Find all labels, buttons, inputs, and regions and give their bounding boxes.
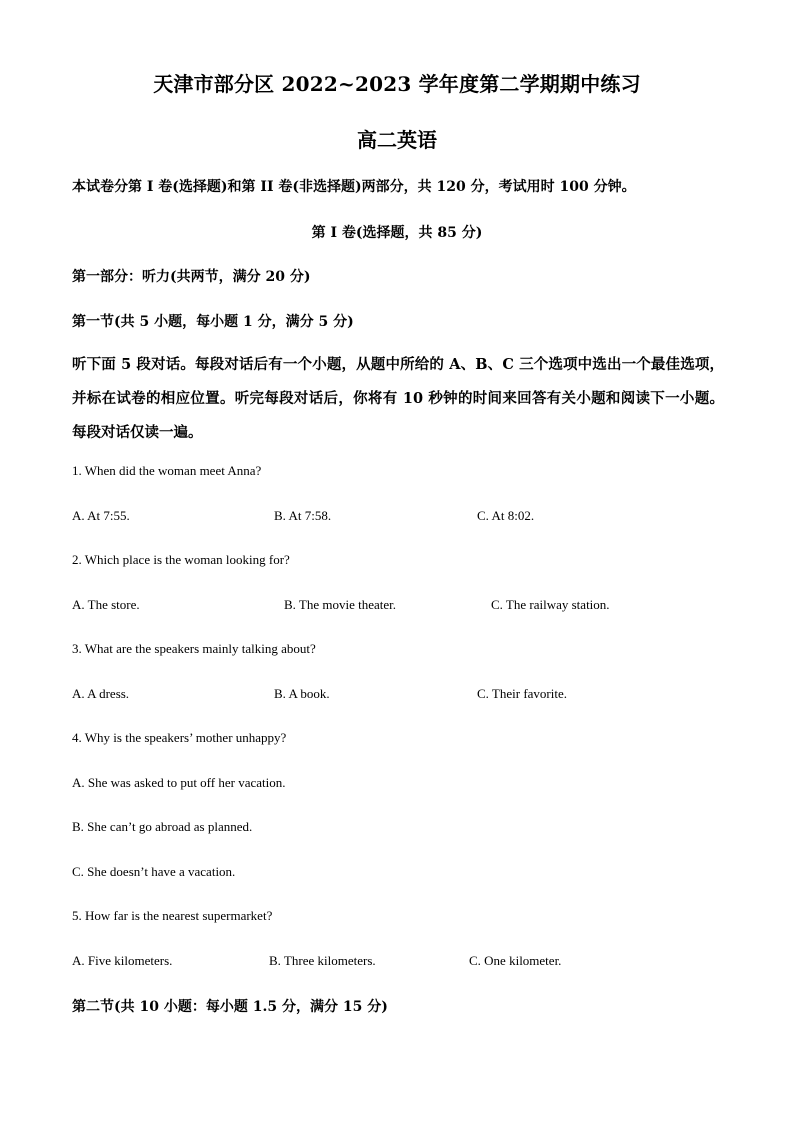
part-heading: 第一部分：听力(共两节，满分 20 分) [72,269,311,285]
option-b: B. At 7:58. [274,508,332,523]
option-c: C. At 8:02. [477,508,535,523]
option-a: A. She was asked to put off her vacation. [72,775,286,790]
option-b: B. A book. [274,686,330,701]
option-a: A. At 7:55. [72,508,130,523]
option-b: B. She can’t go abroad as planned. [72,819,253,834]
exam-subject: 高二英语 [357,128,437,152]
question-stem: 2. Which place is the woman looking for? [72,552,290,567]
section-heading: 第一节(共 5 小题，每小题 1 分，满分 5 分) [72,314,354,330]
option-b: B. The movie theater. [284,597,397,612]
option-c: C. The railway station. [491,597,610,612]
section-heading: 第二节(共 10 小题：每小题 1.5 分，满分 15 分) [72,999,388,1015]
question-stem: 3. What are the speakers mainly talking about? [72,641,316,656]
option-a: A. The store. [72,597,140,612]
option-a: A. Five kilometers. [72,953,173,968]
question-stem: 5. How far is the nearest supermarket? [72,908,273,923]
option-c: C. Their favorite. [477,686,568,701]
question-stem: 1. When did the woman meet Anna? [72,463,262,478]
volume-heading: 第 I 卷(选择题，共 85 分) [311,225,483,241]
exam-intro: 本试卷分第 I 卷(选择题)和第 II 卷(非选择题)两部分，共 120 分，考试用时 100 分钟。 [72,179,636,195]
listening-instructions: 听下面 5 段对话。每段对话后有一个小题，从题中所给的 A、B、C 三个选项中选出一个最佳选项，并标在试卷的相应位置。听完每段对话后，你将有 10 秒钟的时间来回答有关小题和阅读下一小题。每段对话仅读一遍。 [72,356,724,441]
question-stem: 4. Why is the speakers’ mother unhappy? [72,730,287,745]
option-a: A. A dress. [72,686,130,701]
option-b: B. Three kilometers. [269,953,376,968]
option-c: C. She doesn’t have a vacation. [72,864,236,879]
exam-title: 天津市部分区 2022~2023 学年度第二学期期中练习 [153,72,641,96]
option-c: C. One kilometer. [469,953,562,968]
